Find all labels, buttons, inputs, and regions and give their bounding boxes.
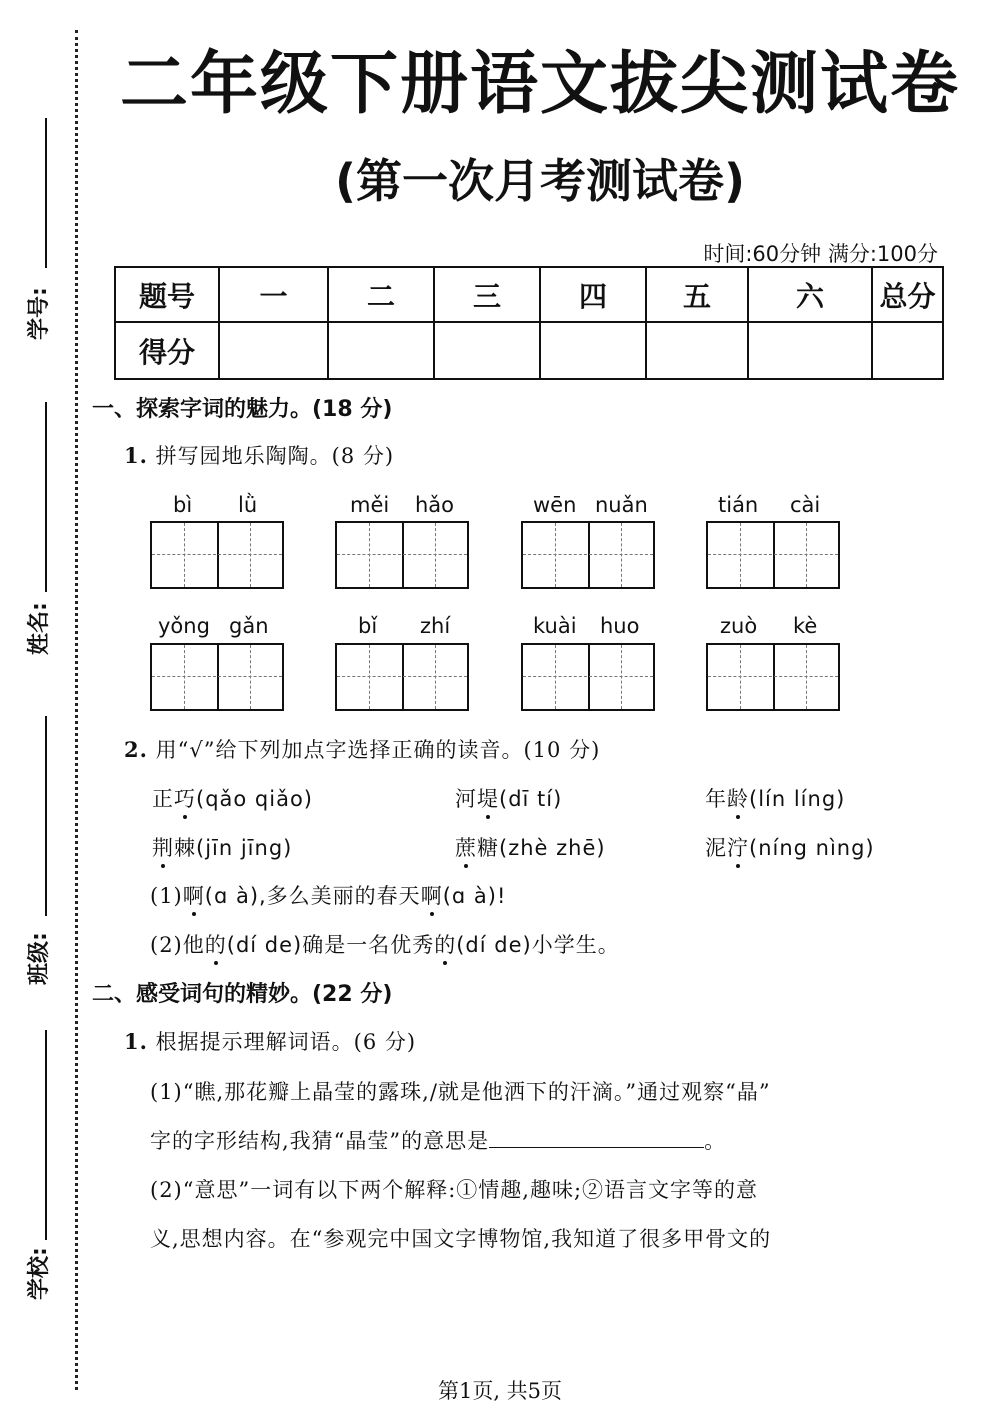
- section1-q1: [124, 440, 394, 470]
- score-table-header-row: [115, 267, 943, 322]
- writing-box[interactable]: [335, 643, 469, 711]
- section2-q1: [124, 1026, 416, 1056]
- student-id-label: 学号:: [27, 287, 52, 340]
- section2-heading: 二、感受词句的精妙。(22 分): [92, 982, 393, 1007]
- score-cell[interactable]: [872, 322, 943, 379]
- school-label: 学校:: [27, 1247, 52, 1300]
- score-cell[interactable]: [434, 322, 540, 379]
- answer-blank[interactable]: [489, 1129, 704, 1148]
- score-cell[interactable]: [748, 322, 872, 379]
- q1-text: 拼写园地乐陶陶。(8 分): [155, 444, 395, 468]
- reading-sentence-1[interactable]: (1)啊(ɑ à),多么美丽的春天啊(ɑ à)!: [150, 884, 507, 908]
- score-table: [114, 266, 944, 380]
- student-id-line[interactable]: [45, 118, 47, 268]
- reading-item[interactable]: 正巧(qǎo qiǎo): [152, 787, 313, 811]
- table-cell: 二: [328, 267, 434, 322]
- section1-q2: [124, 734, 600, 764]
- school-line[interactable]: [45, 1030, 47, 1240]
- score-cell[interactable]: [328, 322, 434, 379]
- pinyin: měi: [350, 493, 390, 517]
- pinyin: cài: [790, 493, 821, 517]
- class-label: 班级:: [27, 932, 52, 985]
- binding-dotted-line: [75, 30, 78, 1390]
- reading-item[interactable]: 蔗糖(zhè zhē): [455, 836, 606, 860]
- paragraph-line: 义,思想内容。在“参观完中国文字博物馆,我知道了很多甲骨文的: [150, 1227, 772, 1251]
- writing-box[interactable]: [335, 521, 469, 589]
- writing-box[interactable]: [150, 521, 284, 589]
- table-cell: 四: [540, 267, 646, 322]
- table-cell: 得分: [115, 322, 219, 379]
- paragraph-line: (2)“意思”一词有以下两个解释:①情趣,趣味;②语言文字等的意: [150, 1178, 759, 1202]
- pinyin: yǒng: [158, 614, 210, 638]
- reading-item[interactable]: 河堤(dī tí): [455, 787, 563, 811]
- score-cell[interactable]: [646, 322, 748, 379]
- pinyin: huo: [600, 614, 640, 638]
- q2-number: 2.: [124, 737, 148, 762]
- table-cell: 六: [748, 267, 872, 322]
- page-subtitle: (第一次月考测试卷): [334, 154, 746, 208]
- writing-box[interactable]: [521, 643, 655, 711]
- time-info: 时间:60分钟 满分:100分: [703, 242, 938, 266]
- pinyin: wēn: [533, 493, 577, 517]
- q2-text: 用“√”给下列加点字选择正确的读音。(10 分): [155, 738, 601, 762]
- score-cell[interactable]: [540, 322, 646, 379]
- page-footer: 第1页, 共5页: [437, 1379, 563, 1403]
- pinyin: lǜ: [238, 493, 258, 517]
- section1-heading: 一、探索字词的魅力。(18 分): [92, 397, 393, 422]
- name-label: 姓名:: [27, 602, 52, 655]
- pinyin: nuǎn: [595, 493, 648, 517]
- score-table-score-row: [115, 322, 943, 379]
- pinyin: bì: [173, 493, 193, 517]
- writing-box[interactable]: [521, 521, 655, 589]
- pinyin: kè: [793, 614, 818, 638]
- q1-number: 1.: [124, 443, 148, 468]
- table-cell: 总分: [872, 267, 943, 322]
- s2q1-text: 根据提示理解词语。(6 分): [155, 1030, 417, 1054]
- pinyin: zhí: [420, 614, 451, 638]
- writing-box[interactable]: [150, 643, 284, 711]
- writing-box[interactable]: [706, 521, 840, 589]
- paragraph-line: (1)“瞧,那花瓣上晶莹的露珠,/就是他洒下的汗滴。”通过观察“晶”: [150, 1080, 771, 1104]
- writing-box[interactable]: [706, 643, 840, 711]
- pinyin: zuò: [720, 614, 758, 638]
- pinyin: gǎn: [229, 614, 269, 638]
- reading-item[interactable]: 泥泞(níng nìng): [705, 836, 875, 860]
- table-cell: 一: [219, 267, 328, 322]
- pinyin: kuài: [533, 614, 577, 638]
- pinyin: hǎo: [415, 493, 455, 517]
- table-cell: 三: [434, 267, 540, 322]
- class-line[interactable]: [45, 716, 47, 916]
- page-title: 二年级下册语文拔尖测试卷: [119, 45, 960, 124]
- table-cell: 题号: [115, 267, 219, 322]
- reading-sentence-2[interactable]: (2)他的(dí de)确是一名优秀的(dí de)小学生。: [150, 933, 620, 957]
- table-cell: 五: [646, 267, 748, 322]
- score-cell[interactable]: [219, 322, 328, 379]
- name-line[interactable]: [45, 402, 47, 592]
- reading-item[interactable]: 荆棘(jīn jīng): [152, 836, 293, 860]
- s2q1-number: 1.: [124, 1029, 148, 1054]
- reading-item[interactable]: 年龄(lín líng): [705, 787, 846, 811]
- pinyin: bǐ: [358, 614, 378, 638]
- paragraph-line: 字的字形结构,我猜“晶莹”的意思是 。: [150, 1129, 727, 1153]
- pinyin: tián: [718, 493, 759, 517]
